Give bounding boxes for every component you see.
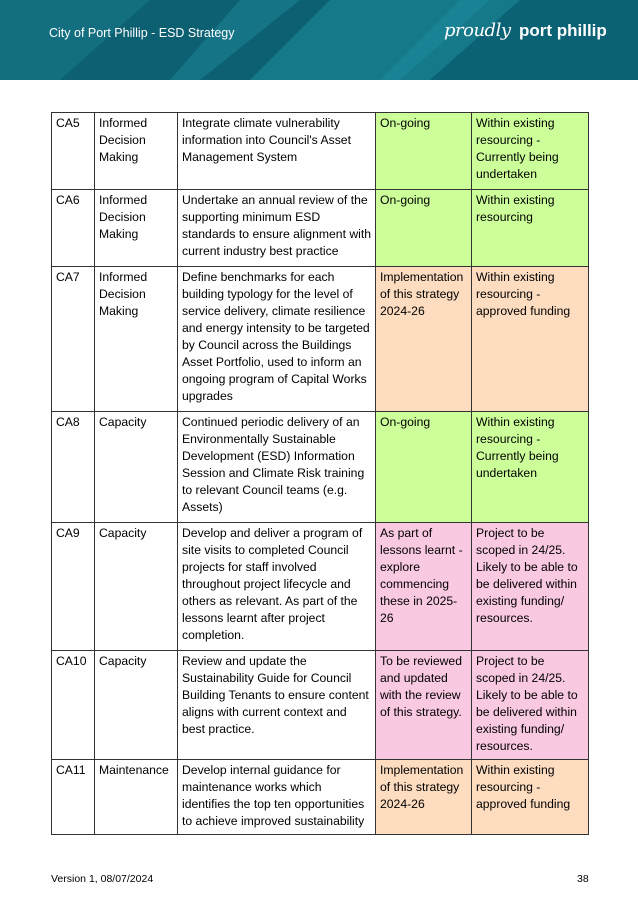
resourcing-cell: Within existing resourcing - approved funding [472, 760, 589, 835]
category-cell: Informed Decision Making [95, 190, 178, 267]
timing-cell: Implementation of this strategy 2024-26 [376, 760, 472, 835]
resourcing-cell: Project to be scoped in 24/25. Likely to be able to be delivered within existing funding/ resources. [472, 523, 589, 651]
timing-cell: As part of lessons learnt - explore commencing these in 2025-26 [376, 523, 472, 651]
table-row [52, 412, 589, 523]
category-cell: Capacity [95, 523, 178, 651]
table-row [52, 190, 589, 267]
table-row [52, 113, 589, 190]
action-id-cell: CA7 [52, 267, 95, 412]
action-id-cell: CA8 [52, 412, 95, 523]
action-id-cell: CA9 [52, 523, 95, 651]
category-cell: Maintenance [95, 760, 178, 835]
action-id-cell: CA11 [52, 760, 95, 835]
category-cell: Informed Decision Making [95, 267, 178, 412]
version-label: Version 1, 08/07/2024 [51, 873, 154, 885]
resourcing-cell: Within existing resourcing - Currently being undertaken [472, 113, 589, 190]
category-cell: Capacity [95, 651, 178, 760]
resourcing-cell: Within existing resourcing - Currently being undertaken [472, 412, 589, 523]
port-phillip-logo [444, 20, 607, 41]
action-table [51, 112, 589, 835]
action-description-cell: Undertake an annual review of the supporting minimum ESD standards to ensure alignment with current industry best practice [178, 190, 376, 267]
action-id-cell: CA10 [52, 651, 95, 760]
category-cell: Capacity [95, 412, 178, 523]
timing-cell: To be reviewed and updated with the review of this strategy. [376, 651, 472, 760]
table-row [52, 523, 589, 651]
action-description-cell: Develop and deliver a program of site visits to completed Council projects for staff involved throughout project lifecycle and others as relevant. As part of the lessons learnt after project completion. [178, 523, 376, 651]
header-banner [0, 0, 638, 80]
timing-cell: Implementation of this strategy 2024-26 [376, 267, 472, 412]
resourcing-cell: Within existing resourcing [472, 190, 589, 267]
action-description-cell: Define benchmarks for each building typology for the level of service delivery, climate resilience and energy intensity to be targeted by Council across the Buildings Asset Portfolio, used to inform an ongoing program of Capital Works upgrades [178, 267, 376, 412]
action-id-cell: CA6 [52, 190, 95, 267]
timing-cell: On-going [376, 113, 472, 190]
timing-cell: On-going [376, 190, 472, 267]
logo-script-text: proudly [444, 20, 511, 41]
action-description-cell: Review and update the Sustainability Guide for Council Building Tenants to ensure content aligns with current context and best practice. [178, 651, 376, 760]
category-cell: Informed Decision Making [95, 113, 178, 190]
table-row [52, 651, 589, 760]
resourcing-cell: Project to be scoped in 24/25. Likely to be able to be delivered within existing funding/ resources. [472, 651, 589, 760]
document-title: City of Port Phillip - ESD Strategy [49, 26, 235, 40]
table-row [52, 267, 589, 412]
action-description-cell: Integrate climate vulnerability information into Council's Asset Management System [178, 113, 376, 190]
action-table-body [52, 113, 589, 835]
action-description-cell: Continued periodic delivery of an Environmentally Sustainable Development (ESD) Information Session and Climate Risk training to relevant Council teams (e.g. Assets) [178, 412, 376, 523]
action-id-cell: CA5 [52, 113, 95, 190]
page-number: 38 [577, 873, 589, 885]
action-description-cell: Develop internal guidance for maintenance works which identifies the top ten opportunities to achieve improved sustainability [178, 760, 376, 835]
resourcing-cell: Within existing resourcing - approved funding [472, 267, 589, 412]
timing-cell: On-going [376, 412, 472, 523]
table-row [52, 760, 589, 835]
logo-brand-text: port phillip [518, 21, 607, 40]
